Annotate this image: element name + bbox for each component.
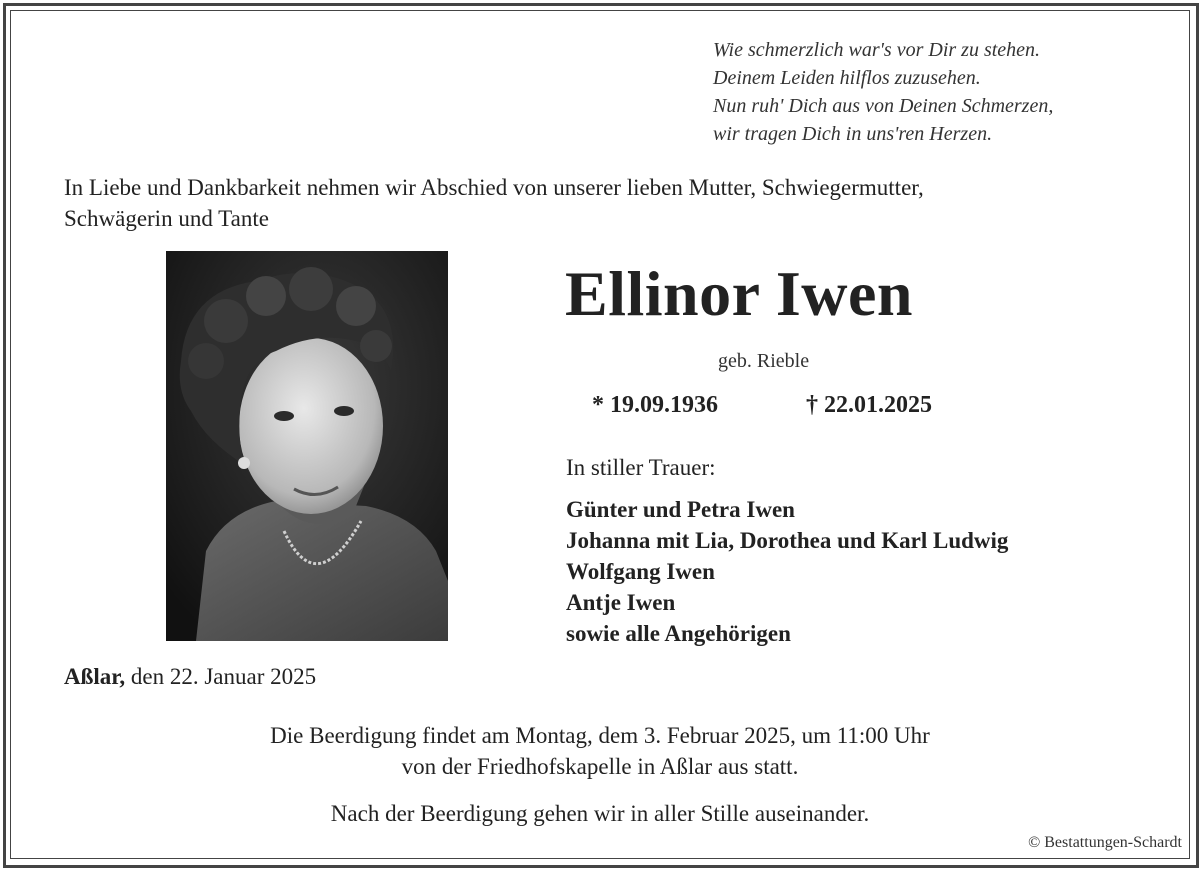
poem: [713, 36, 1053, 148]
mourners-list: [566, 494, 1008, 649]
intro-text: [64, 172, 1144, 234]
funeral-line-2: von der Friedhofskapelle in Aßlar aus statt.: [401, 754, 799, 779]
poem-line: wir tragen Dich in uns'ren Herzen.: [713, 123, 993, 145]
after-funeral-note: Nach der Beerdigung gehen wir in aller Stille auseinander.: [330, 801, 870, 826]
place-name: Aßlar,: [64, 664, 126, 689]
mourner-item: Günter und Petra Iwen: [566, 497, 795, 522]
mourner-item: Wolfgang Iwen: [566, 559, 715, 584]
copyright-notice: © Bestattungen-Schardt: [1028, 834, 1182, 851]
mourner-item: Antje Iwen: [566, 590, 676, 615]
mourner-item: Johanna mit Lia, Dorothea und Karl Ludwig: [566, 528, 1009, 553]
funeral-info: [0, 720, 1200, 782]
deceased-name: Ellinor Iwen: [565, 258, 913, 329]
intro-line-2: Schwägerin und Tante: [64, 206, 269, 231]
poem-line: Nun ruh' Dich aus von Deinen Schmerzen,: [713, 95, 1054, 117]
place-date: [64, 664, 316, 690]
date-text: den 22. Januar 2025: [130, 664, 317, 689]
poem-line: Deinem Leiden hilflos zuzusehen.: [713, 67, 981, 89]
birth-date: * 19.09.1936: [592, 392, 718, 418]
portrait-photo: [166, 251, 448, 641]
intro-line-1: In Liebe und Dankbarkeit nehmen wir Abschied von unserer lieben Mutter, Schwiegermutter,: [64, 175, 924, 200]
poem-line: Wie schmerzlich war's vor Dir zu stehen.: [713, 39, 1041, 61]
maiden-name: geb. Rieble: [718, 350, 810, 372]
death-date: † 22.01.2025: [806, 392, 932, 418]
mourner-item: sowie alle Angehörigen: [566, 621, 791, 646]
funeral-line-1: Die Beerdigung findet am Montag, dem 3. Februar 2025, um 11:00 Uhr: [270, 723, 930, 748]
mourning-heading: In stiller Trauer:: [566, 455, 716, 480]
